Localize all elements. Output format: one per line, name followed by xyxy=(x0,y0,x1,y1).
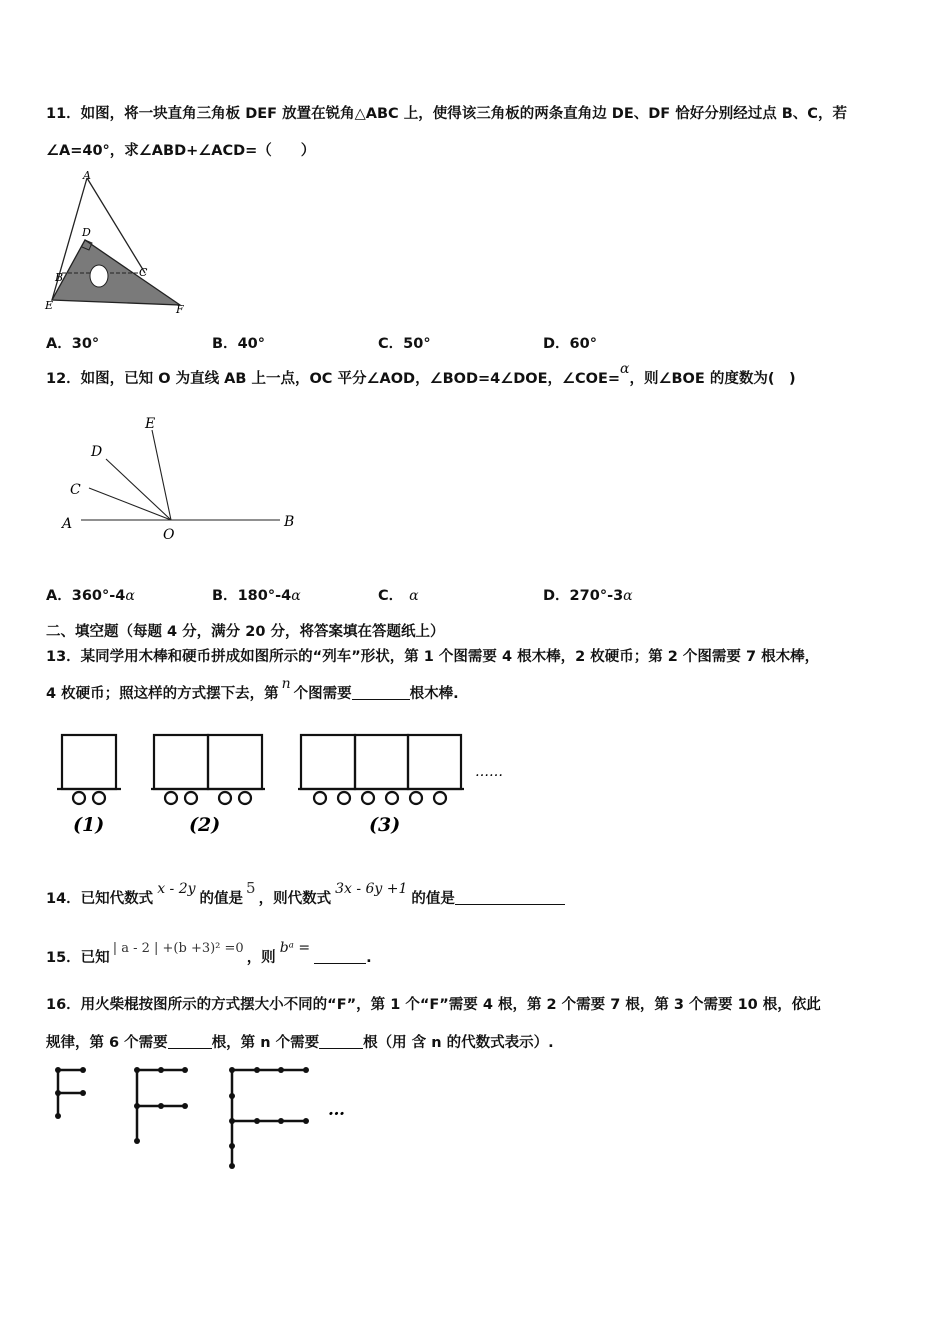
q11-label-c: C xyxy=(139,266,148,279)
q11-label-a: A xyxy=(83,169,91,182)
q15-stem: 15．已知| a - 2 | +(b +3)² =0，则bᵃ =. xyxy=(46,940,372,966)
section-2-heading: 二、填空题（每题 4 分，满分 20 分，将答案填在答题纸上） xyxy=(46,624,445,640)
q11-option-a[interactable]: A．30° xyxy=(46,336,100,352)
q11-option-c[interactable]: C．50° xyxy=(378,336,431,352)
q12-label-b: B xyxy=(284,514,295,530)
q15-answer-blank[interactable] xyxy=(314,949,366,964)
q11-option-d[interactable]: D．60° xyxy=(543,336,597,352)
q12-option-d[interactable]: D．270°-3α xyxy=(543,588,633,604)
q11-label-b: B xyxy=(55,271,64,284)
q13-stem-line1: 13．某同学用木棒和硬币拼成如图所示的“列车”形状，第 1 个图需要 4 根木棒，2 枚硬币；第 2 个图需要 7 根木棒， xyxy=(46,649,820,665)
q12-label-o: O xyxy=(163,527,175,543)
q16-matchstick-figure xyxy=(50,1062,360,1174)
q16-stem-line2: 规律，第 6 个需要 根，第 n 个需要 根（用 含 n 的代数式表示）. xyxy=(46,1035,554,1051)
q16-continuation-dots: … xyxy=(328,1100,345,1120)
q14-answer-blank[interactable] xyxy=(455,890,565,905)
q11-stem-line1: 11．如图，将一块直角三角板 DEF 放置在锐角△ABC 上，使得该三角板的两条直角边 DE、DF 恰好分别经过点 B、C，若 xyxy=(46,106,847,122)
q13-caption-3: (3) xyxy=(369,814,401,836)
q13-continuation-dots: …… xyxy=(475,764,503,780)
q11-option-b[interactable]: B．40° xyxy=(212,336,265,352)
q11-stem-line2: ∠A=40°，求∠ABD+∠ACD=（ ） xyxy=(46,143,316,159)
q13-caption-2: (2) xyxy=(189,814,221,836)
q11-triangle-figure xyxy=(40,168,200,318)
q12-label-d: D xyxy=(91,444,103,460)
q12-label-e: E xyxy=(145,416,156,432)
q13-answer-blank[interactable] xyxy=(352,685,410,700)
q13-stem-line2: 4 枚硬币；照这样的方式摆下去，第n个图需要 根木棒. xyxy=(46,676,459,702)
q16-stem-line1: 16．用火柴棍按图所示的方式摆大小不同的“F”，第 1 个“F”需要 4 根，第 2 个需要 7 根，第 3 个需要 10 根，依此 xyxy=(46,997,821,1013)
q11-label-d: D xyxy=(82,226,91,239)
q13-train-figure xyxy=(55,728,545,840)
q16-answer-blank-2[interactable] xyxy=(319,1034,363,1049)
q14-stem: 14．已知代数式x - 2y的值是5，则代数式3x - 6y +1的值是 xyxy=(46,887,565,908)
q13-caption-1: (1) xyxy=(73,814,105,836)
q12-option-c[interactable]: C． α xyxy=(378,588,419,604)
q11-label-f: F xyxy=(176,303,184,316)
q12-option-b[interactable]: B．180°-4α xyxy=(212,588,301,604)
q12-angle-figure xyxy=(55,412,315,547)
q16-answer-blank-1[interactable] xyxy=(168,1034,212,1049)
q11-label-e: E xyxy=(45,299,54,312)
q12-label-a: A xyxy=(62,516,73,532)
q12-option-a[interactable]: A．360°-4α xyxy=(46,588,135,604)
q12-stem: 12．如图，已知 O 为直线 AB 上一点，OC 平分∠AOD，∠BOD=4∠DOE，∠COE=α，则∠BOE 的度数为( ) xyxy=(46,361,796,387)
q12-label-c: C xyxy=(70,482,81,498)
